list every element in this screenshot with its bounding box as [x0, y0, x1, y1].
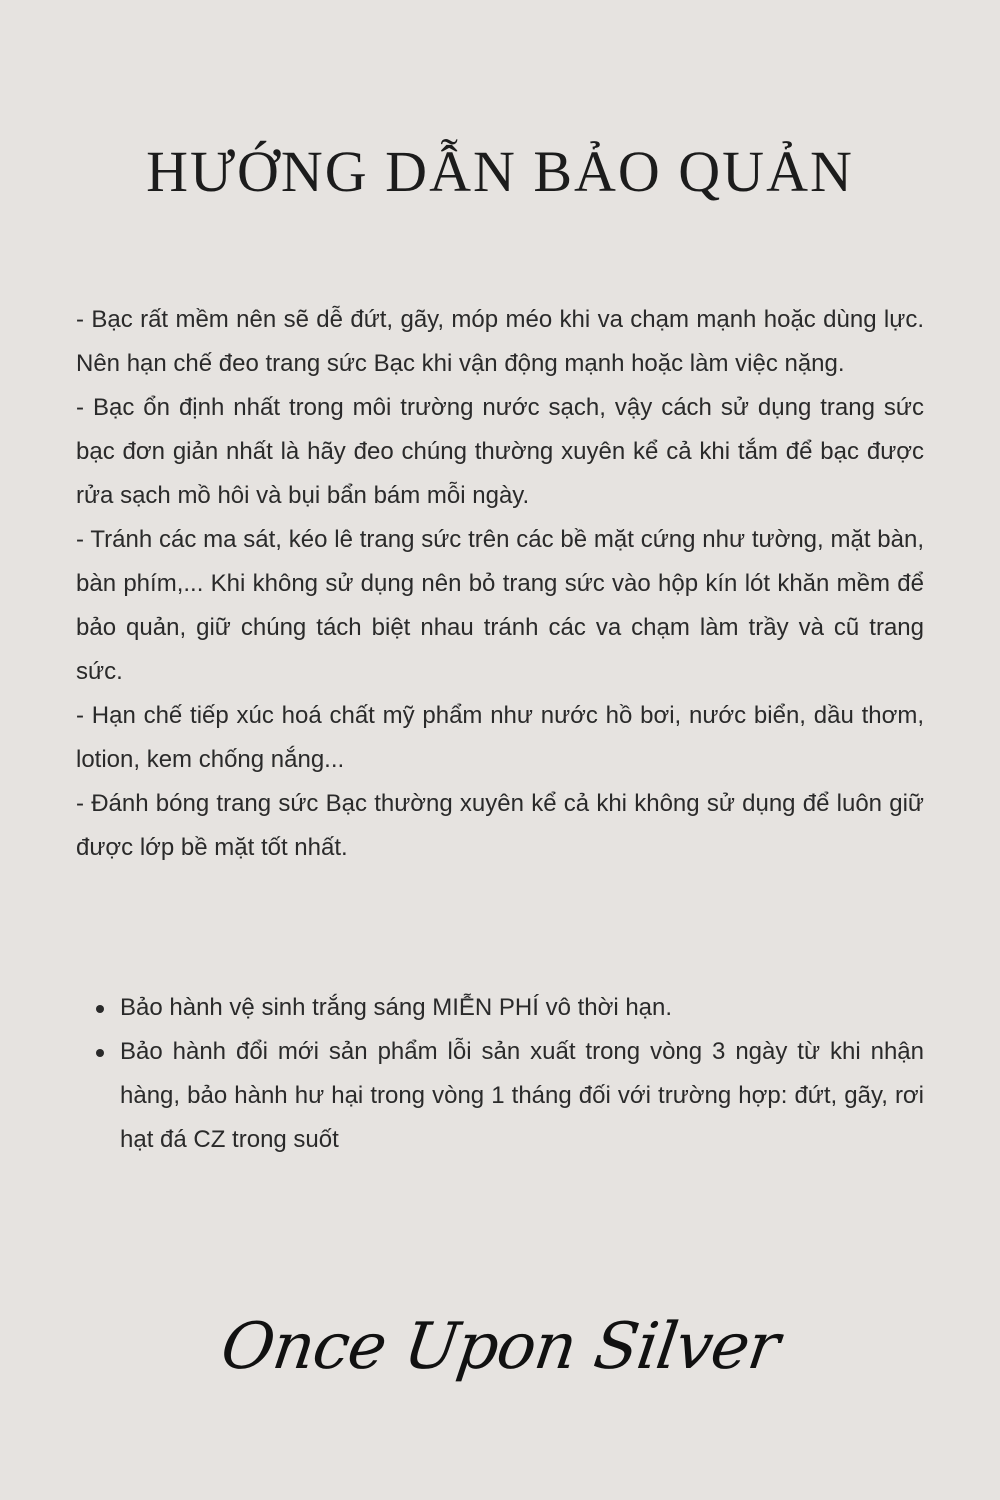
care-instruction-item: - Tránh các ma sát, kéo lê trang sức trên các bề mặt cứng như tường, mặt bàn, bàn phím,... Khi không sử dụng nên bỏ trang sức vào hộp kín lót khăn mềm để bảo quản, giữ chúng tách biệt nhau tránh các va chạm làm trầy và cũ trang sức. — [76, 526, 924, 685]
warranty-list — [76, 986, 924, 1162]
care-instruction-item: - Hạn chế tiếp xúc hoá chất mỹ phẩm như nước hồ bơi, nước biển, dầu thơm, lotion, kem chống nắng... — [76, 702, 924, 773]
warranty-item-text: Bảo hành vệ sinh trắng sáng MIỄN PHÍ vô thời hạn. — [120, 994, 673, 1021]
brand-signature: Once Upon Silver — [216, 1310, 784, 1384]
bullet-icon — [96, 1049, 104, 1057]
care-instruction-item: - Đánh bóng trang sức Bạc thường xuyên kể cả khi không sử dụng để luôn giữ được lớp bề mặt tốt nhất. — [76, 790, 924, 861]
bullet-icon — [96, 1005, 104, 1013]
warranty-item — [76, 986, 924, 1030]
warranty-item-text: Bảo hành đổi mới sản phẩm lỗi sản xuất trong vòng 3 ngày từ khi nhận hàng, bảo hành hư hại trong vòng 1 tháng đối với trường hợp: đứt, gãy, rơi hạt đá CZ trong suốt — [120, 1038, 924, 1153]
care-instructions — [76, 298, 924, 870]
page-title: HƯỚNG DẪN BẢO QUẢN — [146, 139, 854, 204]
care-instruction-item: - Bạc ổn định nhất trong môi trường nước sạch, vậy cách sử dụng trang sức bạc đơn giản nhất là hãy đeo chúng thường xuyên kể cả khi tắm để bạc được rửa sạch mồ hôi và bụi bẩn bám mỗi ngày. — [76, 394, 924, 509]
care-instruction-item: - Bạc rất mềm nên sẽ dễ đứt, gãy, móp méo khi va chạm mạnh hoặc dùng lực. Nên hạn chế đeo trang sức Bạc khi vận động mạnh hoặc làm việc nặng. — [76, 306, 924, 377]
warranty-item — [76, 1030, 924, 1162]
